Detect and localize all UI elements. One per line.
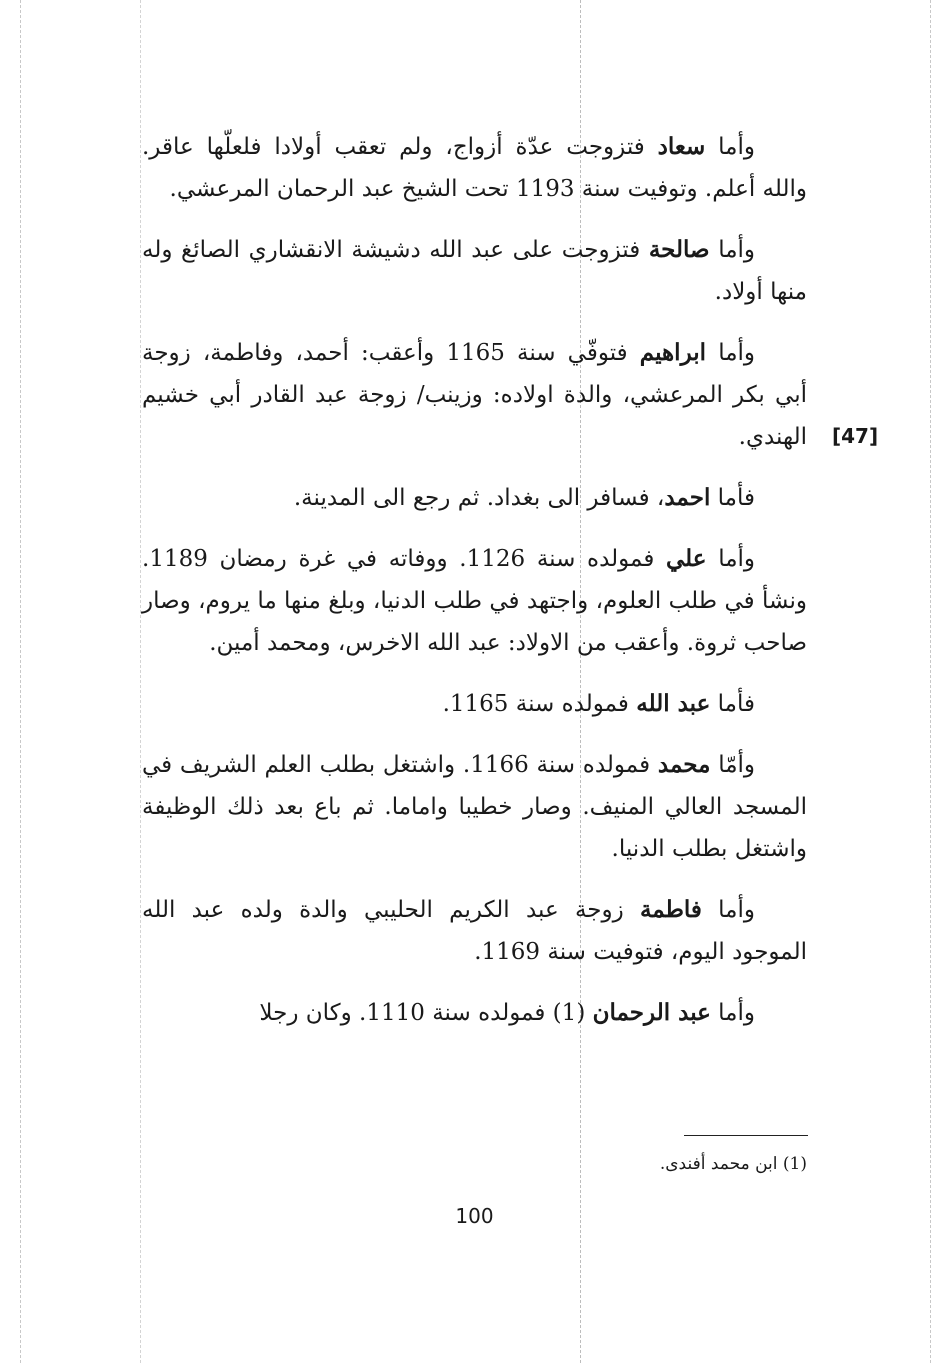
paragraph-opening: وأما [718, 134, 755, 160]
scan-guide-line [930, 0, 931, 1363]
paragraph [142, 538, 807, 664]
person-name: فاطمة [639, 896, 702, 923]
paragraph-opening: وأما [718, 237, 756, 263]
paragraph-text: (1) فمولده سنة 1110. وكان رجلا [259, 1000, 586, 1026]
person-name: علي [666, 545, 707, 572]
paragraph-text: فتزوجت على عبد الله دشيشة الانقشاري الصائغ وله منها أولاد. [142, 237, 807, 305]
scan-guide-line [140, 0, 141, 1363]
person-name: سعاد [657, 133, 706, 160]
paragraph-text: فمولده سنة 1166. واشتغل بطلب العلم الشريف في المسجد العالي المنيف. وصار خطيبا واماما. ثم باع بعد ذلك الوظيفة واشتغل بطلب الدنيا. [142, 752, 807, 862]
page-number: 100 [455, 1204, 494, 1228]
paragraph-text: زوجة عبد الكريم الحليبي والدة ولده عبد الله الموجود اليوم، فتوفيت سنة 1169. [142, 897, 807, 965]
footnote-separator [684, 1135, 808, 1136]
person-name: ابراهيم [639, 339, 707, 366]
footnote: (1) ابن محمد أفندى. [659, 1154, 807, 1174]
paragraph [142, 889, 807, 973]
paragraph [142, 992, 807, 1034]
paragraph-text: فمولده سنة 1165. [442, 691, 629, 717]
body-text [142, 126, 807, 1053]
paragraph [142, 126, 807, 210]
paragraph-opening: فأما [717, 485, 755, 511]
paragraph-opening: فأما [717, 691, 755, 717]
paragraph-text: فمولده سنة 1126. ووفاته في غرة رمضان 1189. ونشأ في طلب العلوم، واجتهد في طلب الدنيا، وبلغ منها ما يروم، وصار صاحب ثروة. وأعقب من الاولاد: عبد الله الاخرس، ومحمد أمين. [142, 546, 807, 656]
paragraph [142, 332, 807, 458]
margin-page-marker: [47] [832, 424, 879, 448]
paragraph [142, 683, 807, 725]
paragraph-opening: وأما [718, 897, 755, 923]
paragraph-opening: وأمّا [718, 752, 756, 778]
paragraph-opening: وأما [718, 340, 756, 366]
paragraph-opening: وأما [718, 1000, 755, 1026]
person-name: عبد الرحمان [592, 999, 711, 1026]
person-name: محمد [657, 751, 711, 778]
person-name: عبد الله [636, 690, 711, 717]
scan-guide-line [20, 0, 21, 1363]
paragraph-text: فتوفّي سنة 1165 وأعقب: أحمد، وفاطمة، زوجة أبي بكر المرعشي، والدة اولاده: وزينب/ زوجة عبد القادر أبي خشيم الهندي. [142, 340, 807, 450]
paragraph-text: ، فسافر الى بغداد. ثم رجع الى المدينة. [293, 485, 665, 511]
paragraph [142, 744, 807, 870]
paragraph [142, 477, 807, 519]
paragraph [142, 229, 807, 313]
paragraph-text: فتزوجت عدّة أزواج، ولم تعقب أولادا فلعلّها عاقر. والله أعلم. وتوفيت سنة 1193 تحت الشيخ عبد الرحمان المرعشي. [142, 134, 807, 202]
paragraph-opening: وأما [718, 546, 756, 572]
person-name: صالحة [648, 236, 710, 263]
person-name: احمد [664, 484, 711, 511]
